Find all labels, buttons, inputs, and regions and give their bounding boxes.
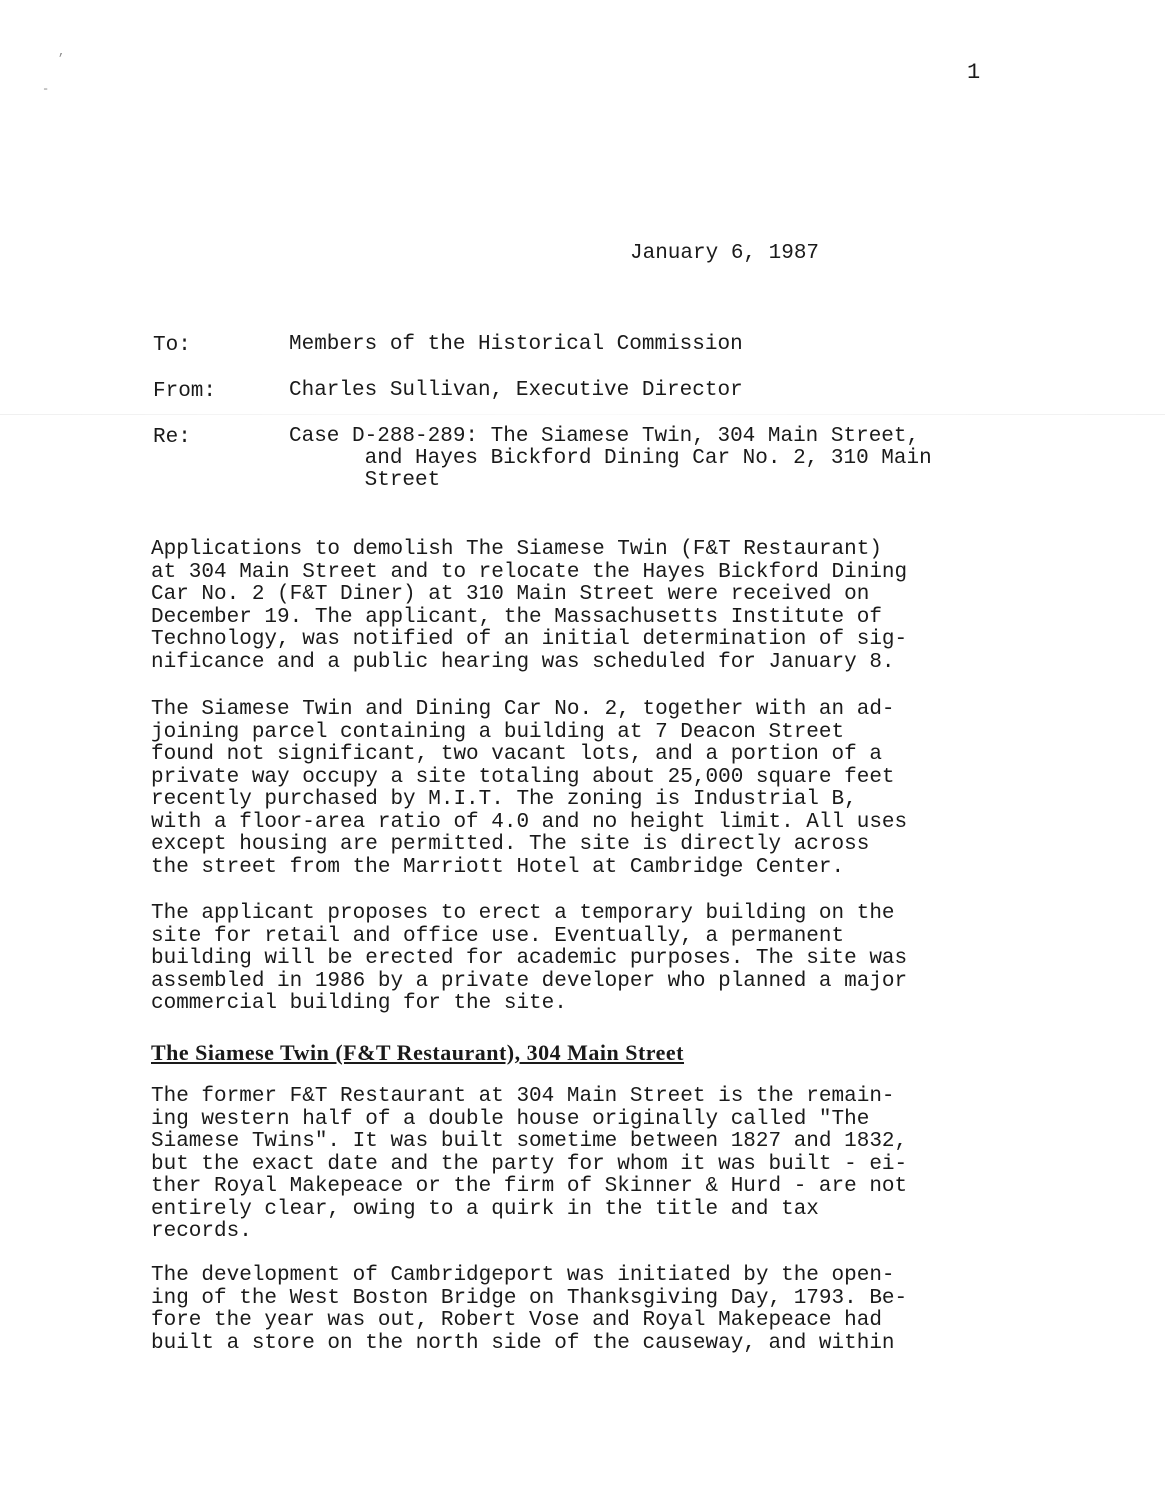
text-line: the street from the Marriott Hotel at Cambridge Center.	[151, 855, 845, 879]
text-line: joining parcel containing a building at 7 Deacon Street	[151, 720, 845, 744]
re-line: and Hayes Bickford Dining Car No. 2, 310 Main	[289, 447, 932, 470]
paragraph-cambridgeport	[151, 1265, 981, 1355]
paragraph-site	[151, 699, 981, 879]
text-line: building will be erected for academic purposes. The site was	[151, 947, 908, 970]
text-line: Car No. 2 (F&T Diner) at 310 Main Street were received on	[151, 583, 870, 606]
re-value	[289, 426, 989, 492]
page-number: 1	[967, 60, 981, 85]
scan-speck: -	[42, 82, 50, 96]
re-line: Case D-288-289: The Siamese Twin, 304 Main Street,	[289, 425, 920, 448]
from-value: Charles Sullivan, Executive Director	[289, 379, 743, 402]
memo-date: January 6, 1987	[630, 242, 820, 265]
text-line: assembled in 1986 by a private developer who planned a major	[151, 969, 908, 993]
text-line: The development of Cambridgeport was initiated by the open-	[151, 1264, 895, 1287]
text-line: except housing are permitted. The site is directly across	[151, 833, 870, 856]
text-line: at 304 Main Street and to relocate the Hayes Bickford Dining	[151, 560, 908, 584]
text-line: entirely clear, owing to a quirk in the title and tax	[151, 1197, 819, 1221]
text-line: fore the year was out, Robert Vose and Royal Makepeace had	[151, 1309, 882, 1332]
scan-artifact-line	[0, 414, 1165, 415]
paragraph-history	[151, 1086, 981, 1244]
paragraph-proposal	[151, 903, 981, 1016]
text-line: Technology, was notified of an initial determination of sig-	[151, 628, 908, 651]
paragraph-applications	[151, 539, 981, 674]
to-value: Members of the Historical Commission	[289, 333, 743, 356]
text-line: The applicant proposes to erect a temporary building on the	[151, 902, 895, 925]
text-line: The former F&T Restaurant at 304 Main Street is the remain-	[151, 1085, 895, 1108]
text-line: built a store on the north side of the causeway, and within	[151, 1331, 895, 1355]
re-line: Street	[289, 469, 441, 492]
text-line: ing western half of a double house originally called "The	[151, 1107, 870, 1131]
text-line: records.	[151, 1220, 252, 1243]
text-line: with a floor-area ratio of 4.0 and no height limit. All uses	[151, 810, 908, 834]
to-label: To:	[153, 334, 191, 357]
text-line: nificance and a public hearing was scheduled for January 8.	[151, 650, 895, 674]
text-line: December 19. The applicant, the Massachusetts Institute of	[151, 605, 882, 629]
text-line: commercial building for the site.	[151, 992, 567, 1015]
text-line: ing of the West Boston Bridge on Thanksgiving Day, 1793. Be-	[151, 1286, 908, 1310]
text-line: found not significant, two vacant lots, and a portion of a	[151, 743, 882, 766]
re-label: Re:	[153, 426, 191, 449]
scan-speck: ,	[58, 45, 66, 59]
text-line: private way occupy a site totaling about 25,000 square feet	[151, 765, 895, 789]
text-line: The Siamese Twin and Dining Car No. 2, together with an ad-	[151, 698, 895, 721]
text-line: recently purchased by M.I.T. The zoning is Industrial B,	[151, 788, 857, 811]
section-heading: The Siamese Twin (F&T Restaurant), 304 Main Street	[151, 1040, 685, 1065]
text-line: but the exact date and the party for whom it was built - ei-	[151, 1152, 908, 1176]
text-line: Applications to demolish The Siamese Twin (F&T Restaurant)	[151, 538, 882, 561]
from-label: From:	[153, 380, 217, 403]
text-line: ther Royal Makepeace or the firm of Skinner & Hurd - are not	[151, 1175, 908, 1198]
text-line: Siamese Twins". It was built sometime between 1827 and 1832,	[151, 1130, 908, 1153]
text-line: site for retail and office use. Eventually, a permanent	[151, 924, 845, 948]
